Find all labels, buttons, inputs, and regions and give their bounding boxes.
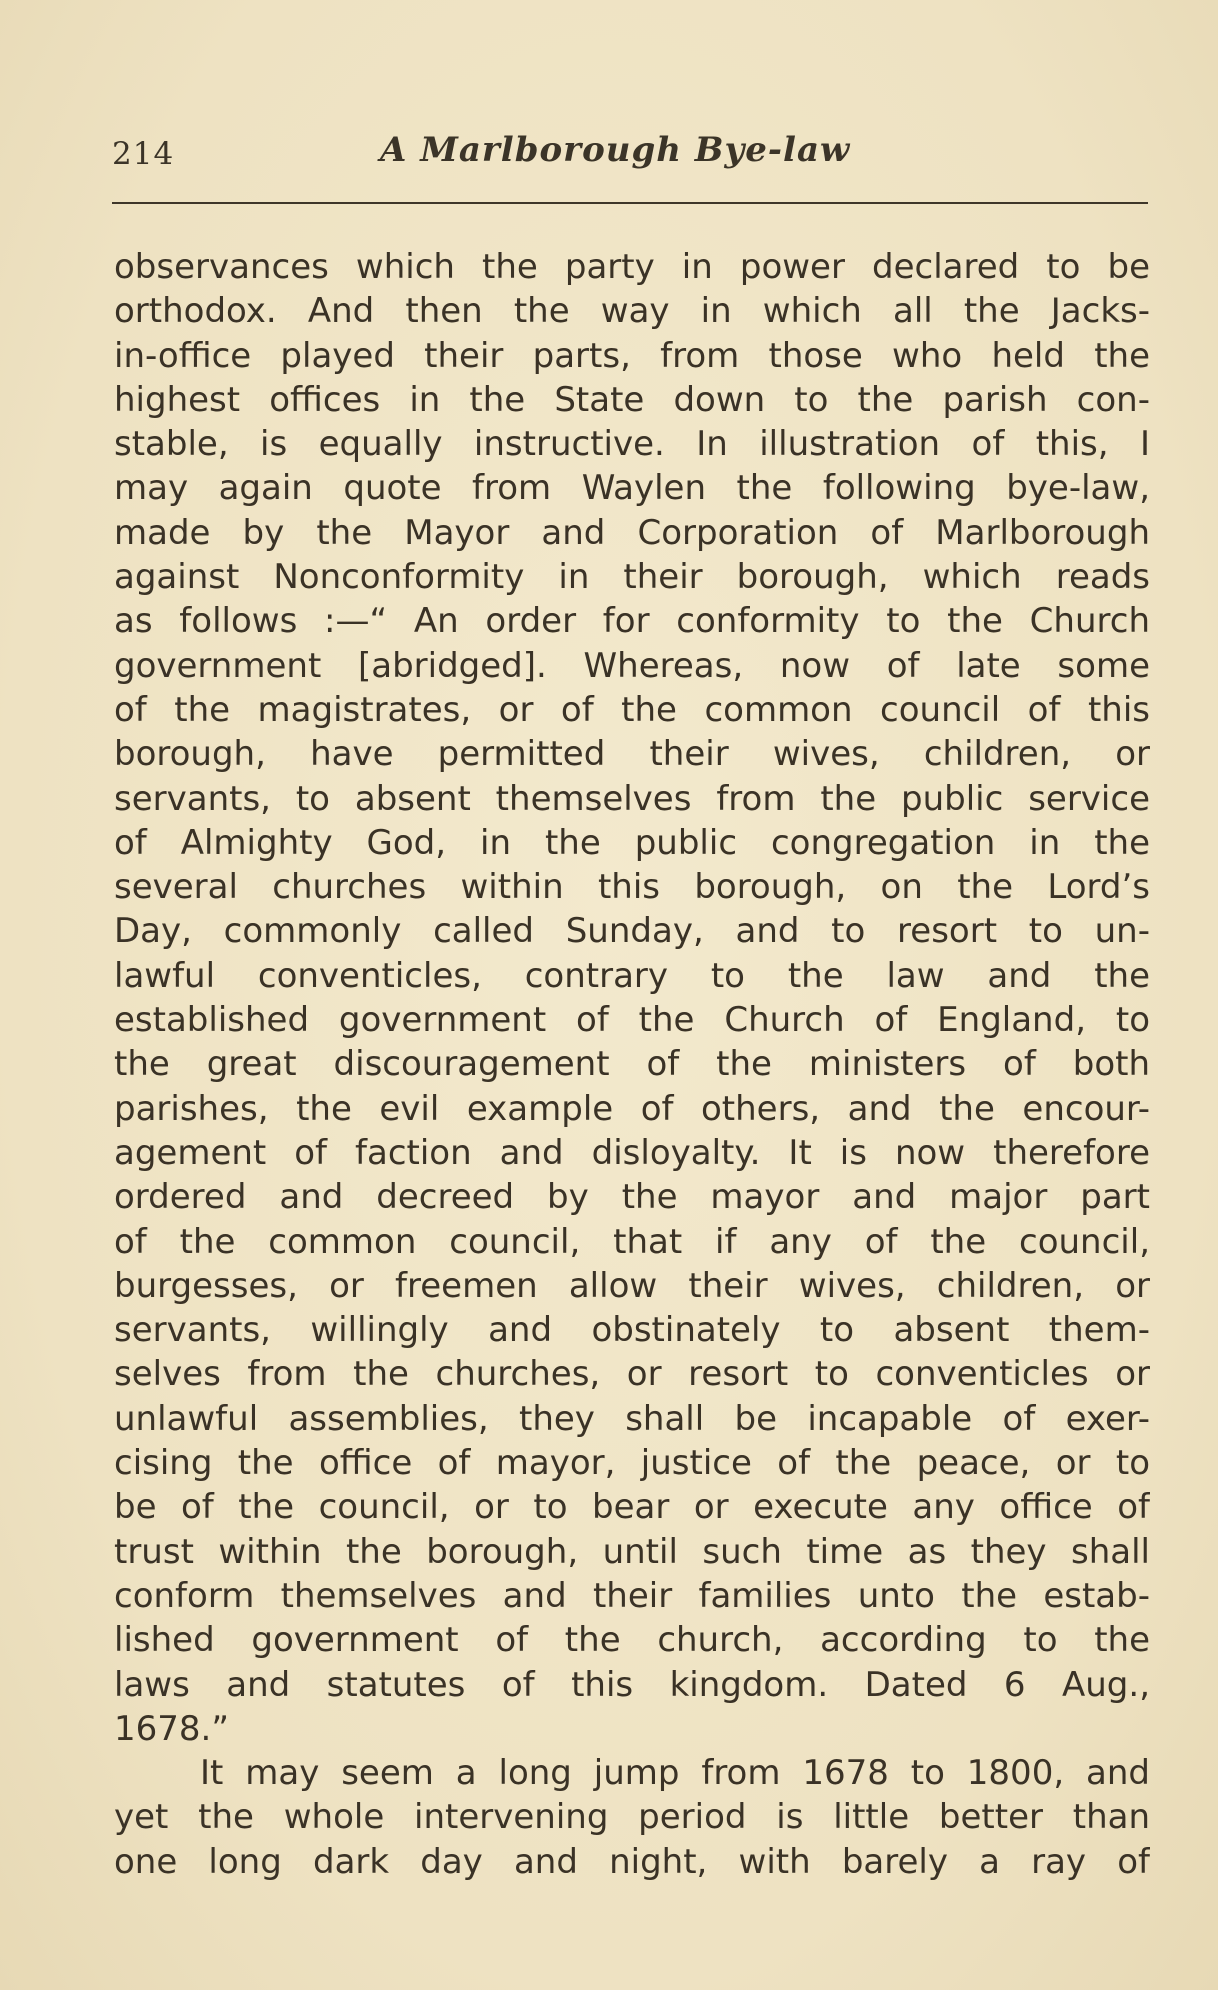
text-line: one long dark day and night, with barely a ray of xyxy=(114,1841,1150,1882)
page-header xyxy=(112,128,1152,188)
text-line: established government of the Church of England, to xyxy=(114,1000,1150,1041)
text-line: yet the whole intervening period is little better than xyxy=(114,1797,1150,1838)
text-line: lawful conventicles, contrary to the law and the xyxy=(114,955,1150,996)
text-line: as follows :—“ An order for conformity to the Church xyxy=(114,601,1150,642)
text-line: observances which the party in power declared to be xyxy=(114,247,1150,287)
text-line: be of the council, or to bear or execute any office of xyxy=(114,1487,1150,1528)
text-line: ordered and decreed by the mayor and major part xyxy=(114,1177,1150,1218)
text-line: agement of faction and disloyalty. It is now therefore xyxy=(114,1132,1150,1173)
running-title: A Marlborough Bye-law xyxy=(380,130,851,170)
text-line: the great discouragement of the ministers of both xyxy=(114,1044,1150,1085)
text-line: made by the Mayor and Corporation of Marlborough xyxy=(114,512,1150,553)
header-rule xyxy=(112,202,1148,204)
body-text xyxy=(114,245,1150,1884)
text-line: Day, commonly called Sunday, and to resort to un- xyxy=(114,911,1150,952)
text-line: against Nonconformity in their borough, which reads xyxy=(114,557,1150,598)
text-line: stable, is equally instructive. In illustration of this, I xyxy=(114,424,1150,465)
text-line: It may seem a long jump from 1678 to 1800, and xyxy=(200,1753,1150,1794)
text-line: borough, have permitted their wives, children, or xyxy=(114,734,1150,775)
text-line: government [abridged]. Whereas, now of late some xyxy=(114,645,1150,686)
text-line: burgesses, or freemen allow their wives, children, or xyxy=(114,1265,1150,1306)
text-line: unlawful assemblies, they shall be incapable of exer- xyxy=(114,1398,1150,1439)
text-line: of the common council, that if any of the council, xyxy=(114,1221,1150,1262)
text-line: conform themselves and their families unto the estab- xyxy=(114,1575,1150,1616)
text-line: parishes, the evil example of others, and the encour- xyxy=(114,1088,1150,1129)
text-line: in-office played their parts, from those who held the xyxy=(114,335,1150,376)
text-line: servants, to absent themselves from the public service xyxy=(114,778,1150,819)
text-line: lished government of the church, according to the xyxy=(114,1620,1150,1661)
text-line: orthodox. And then the way in which all the Jacks- xyxy=(114,291,1150,332)
text-line: cising the office of mayor, justice of the peace, or to xyxy=(114,1443,1150,1484)
text-line: of the magistrates, or of the common council of this xyxy=(114,689,1150,730)
text-line: 1678.” xyxy=(114,1708,229,1749)
page-number: 214 xyxy=(112,136,175,172)
text-line: selves from the churches, or resort to conventicles or xyxy=(114,1354,1150,1395)
text-line: laws and statutes of this kingdom. Dated 6 Aug., xyxy=(114,1664,1150,1705)
text-line: several churches within this borough, on the Lord’s xyxy=(114,867,1150,908)
text-line: may again quote from Waylen the following bye-law, xyxy=(114,468,1150,509)
text-line: highest offices in the State down to the parish con- xyxy=(114,379,1150,420)
text-line: servants, willingly and obstinately to absent them- xyxy=(114,1310,1150,1351)
text-line: trust within the borough, until such time as they shall xyxy=(114,1531,1150,1572)
text-line: of Almighty God, in the public congregation in the xyxy=(114,822,1150,863)
